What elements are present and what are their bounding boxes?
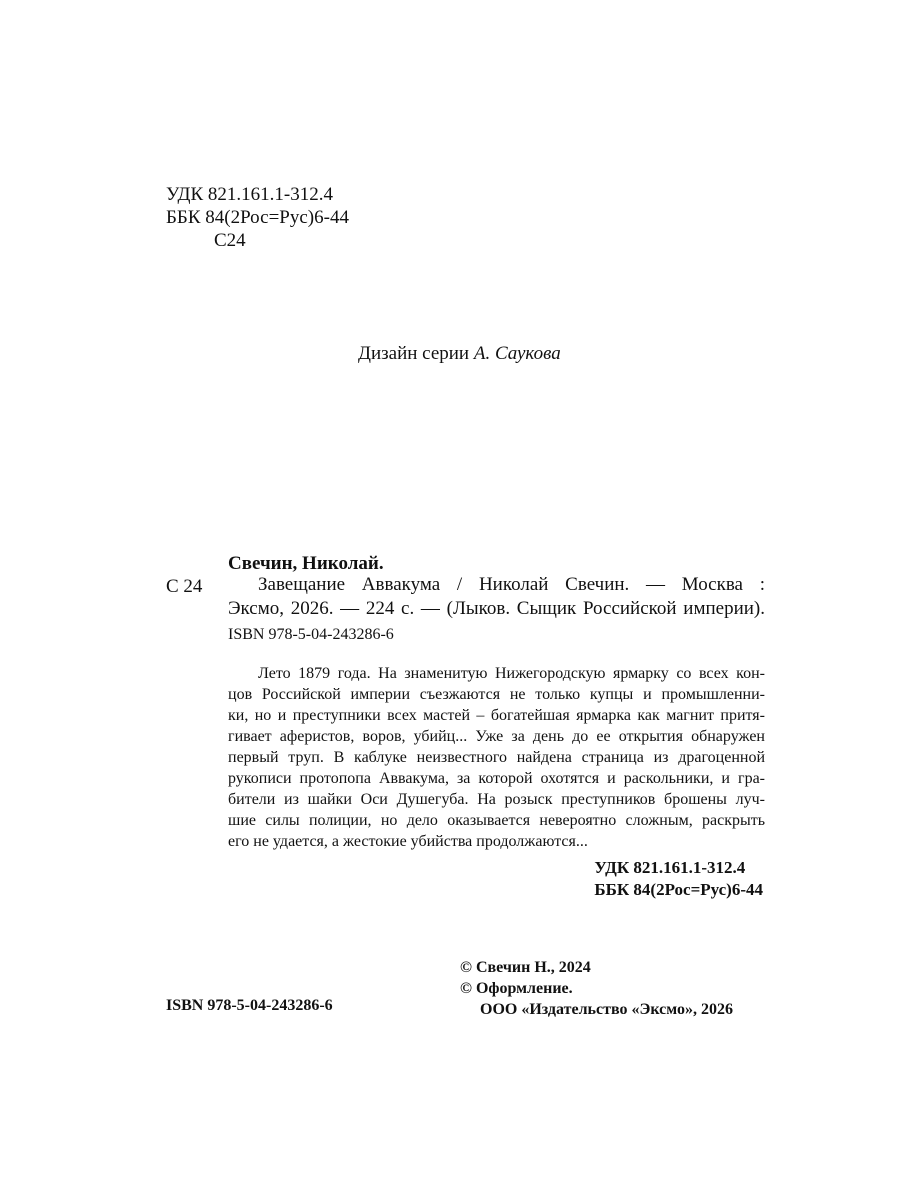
annotation-line: шие силы полиции, но дело оказывается невероятно сложным, раскрыть bbox=[228, 812, 765, 829]
biblio-line-1: Завещание Аввакума / Николай Свечин. — Москва : bbox=[258, 574, 765, 595]
author-mark: С24 bbox=[214, 230, 246, 251]
author-mark-code: С 24 bbox=[166, 576, 203, 597]
annotation bbox=[228, 663, 765, 852]
author-heading: Свечин, Николай. bbox=[228, 553, 384, 574]
udk-code-bottom: УДК 821.161.1-312.4 bbox=[594, 858, 746, 877]
biblio-line-2: Эксмо, 2026. — 224 с. — (Лыков. Сыщик Российской империи). bbox=[228, 598, 765, 619]
design-prefix: Дизайн серии bbox=[358, 343, 474, 364]
copyright-publisher: ООО «Издательство «Эксмо», 2026 bbox=[480, 1001, 733, 1018]
copyright-block bbox=[460, 957, 733, 1020]
designer-name: А. Саукова bbox=[473, 343, 561, 364]
bibliographic-description bbox=[228, 573, 765, 621]
annotation-line: гивает аферистов, воров, убийц... Уже за день до ее открытия обнаружен bbox=[228, 728, 765, 745]
copyright-design: © Оформление. bbox=[460, 980, 573, 997]
annotation-line: его не удается, а жестокие убийства продолжаются... bbox=[228, 833, 588, 850]
bbk-code-bottom: ББК 84(2Рос=Рус)6-44 bbox=[594, 880, 763, 899]
classification-block-top bbox=[166, 183, 349, 252]
annotation-line: рукописи протопопа Аввакума, за которой охотятся и раскольники, и гра- bbox=[228, 770, 765, 787]
series-design-credit bbox=[358, 343, 561, 365]
isbn-inline: ISBN 978-5-04-243286-6 bbox=[228, 626, 394, 643]
annotation-line: первый труп. В каблуке неизвестного найдена страница из драгоценной bbox=[228, 749, 765, 766]
annotation-line: цов Российской империи съезжаются не только купцы и промышленни- bbox=[228, 686, 765, 703]
classification-block-bottom bbox=[594, 857, 763, 901]
isbn-footer: ISBN 978-5-04-243286-6 bbox=[166, 997, 333, 1014]
annotation-line: ки, но и преступники всех мастей – богатейшая ярмарка как магнит притя- bbox=[228, 707, 765, 724]
udk-code: УДК 821.161.1-312.4 bbox=[166, 184, 333, 205]
annotation-line: Лето 1879 года. На знаменитую Нижегородскую ярмарку со всех кон- bbox=[258, 665, 765, 682]
copyright-author: © Свечин Н., 2024 bbox=[460, 959, 591, 976]
bbk-code: ББК 84(2Рос=Рус)6-44 bbox=[166, 207, 349, 228]
annotation-line: бители из шайки Оси Душегуба. На розыск преступников брошены луч- bbox=[228, 791, 765, 808]
